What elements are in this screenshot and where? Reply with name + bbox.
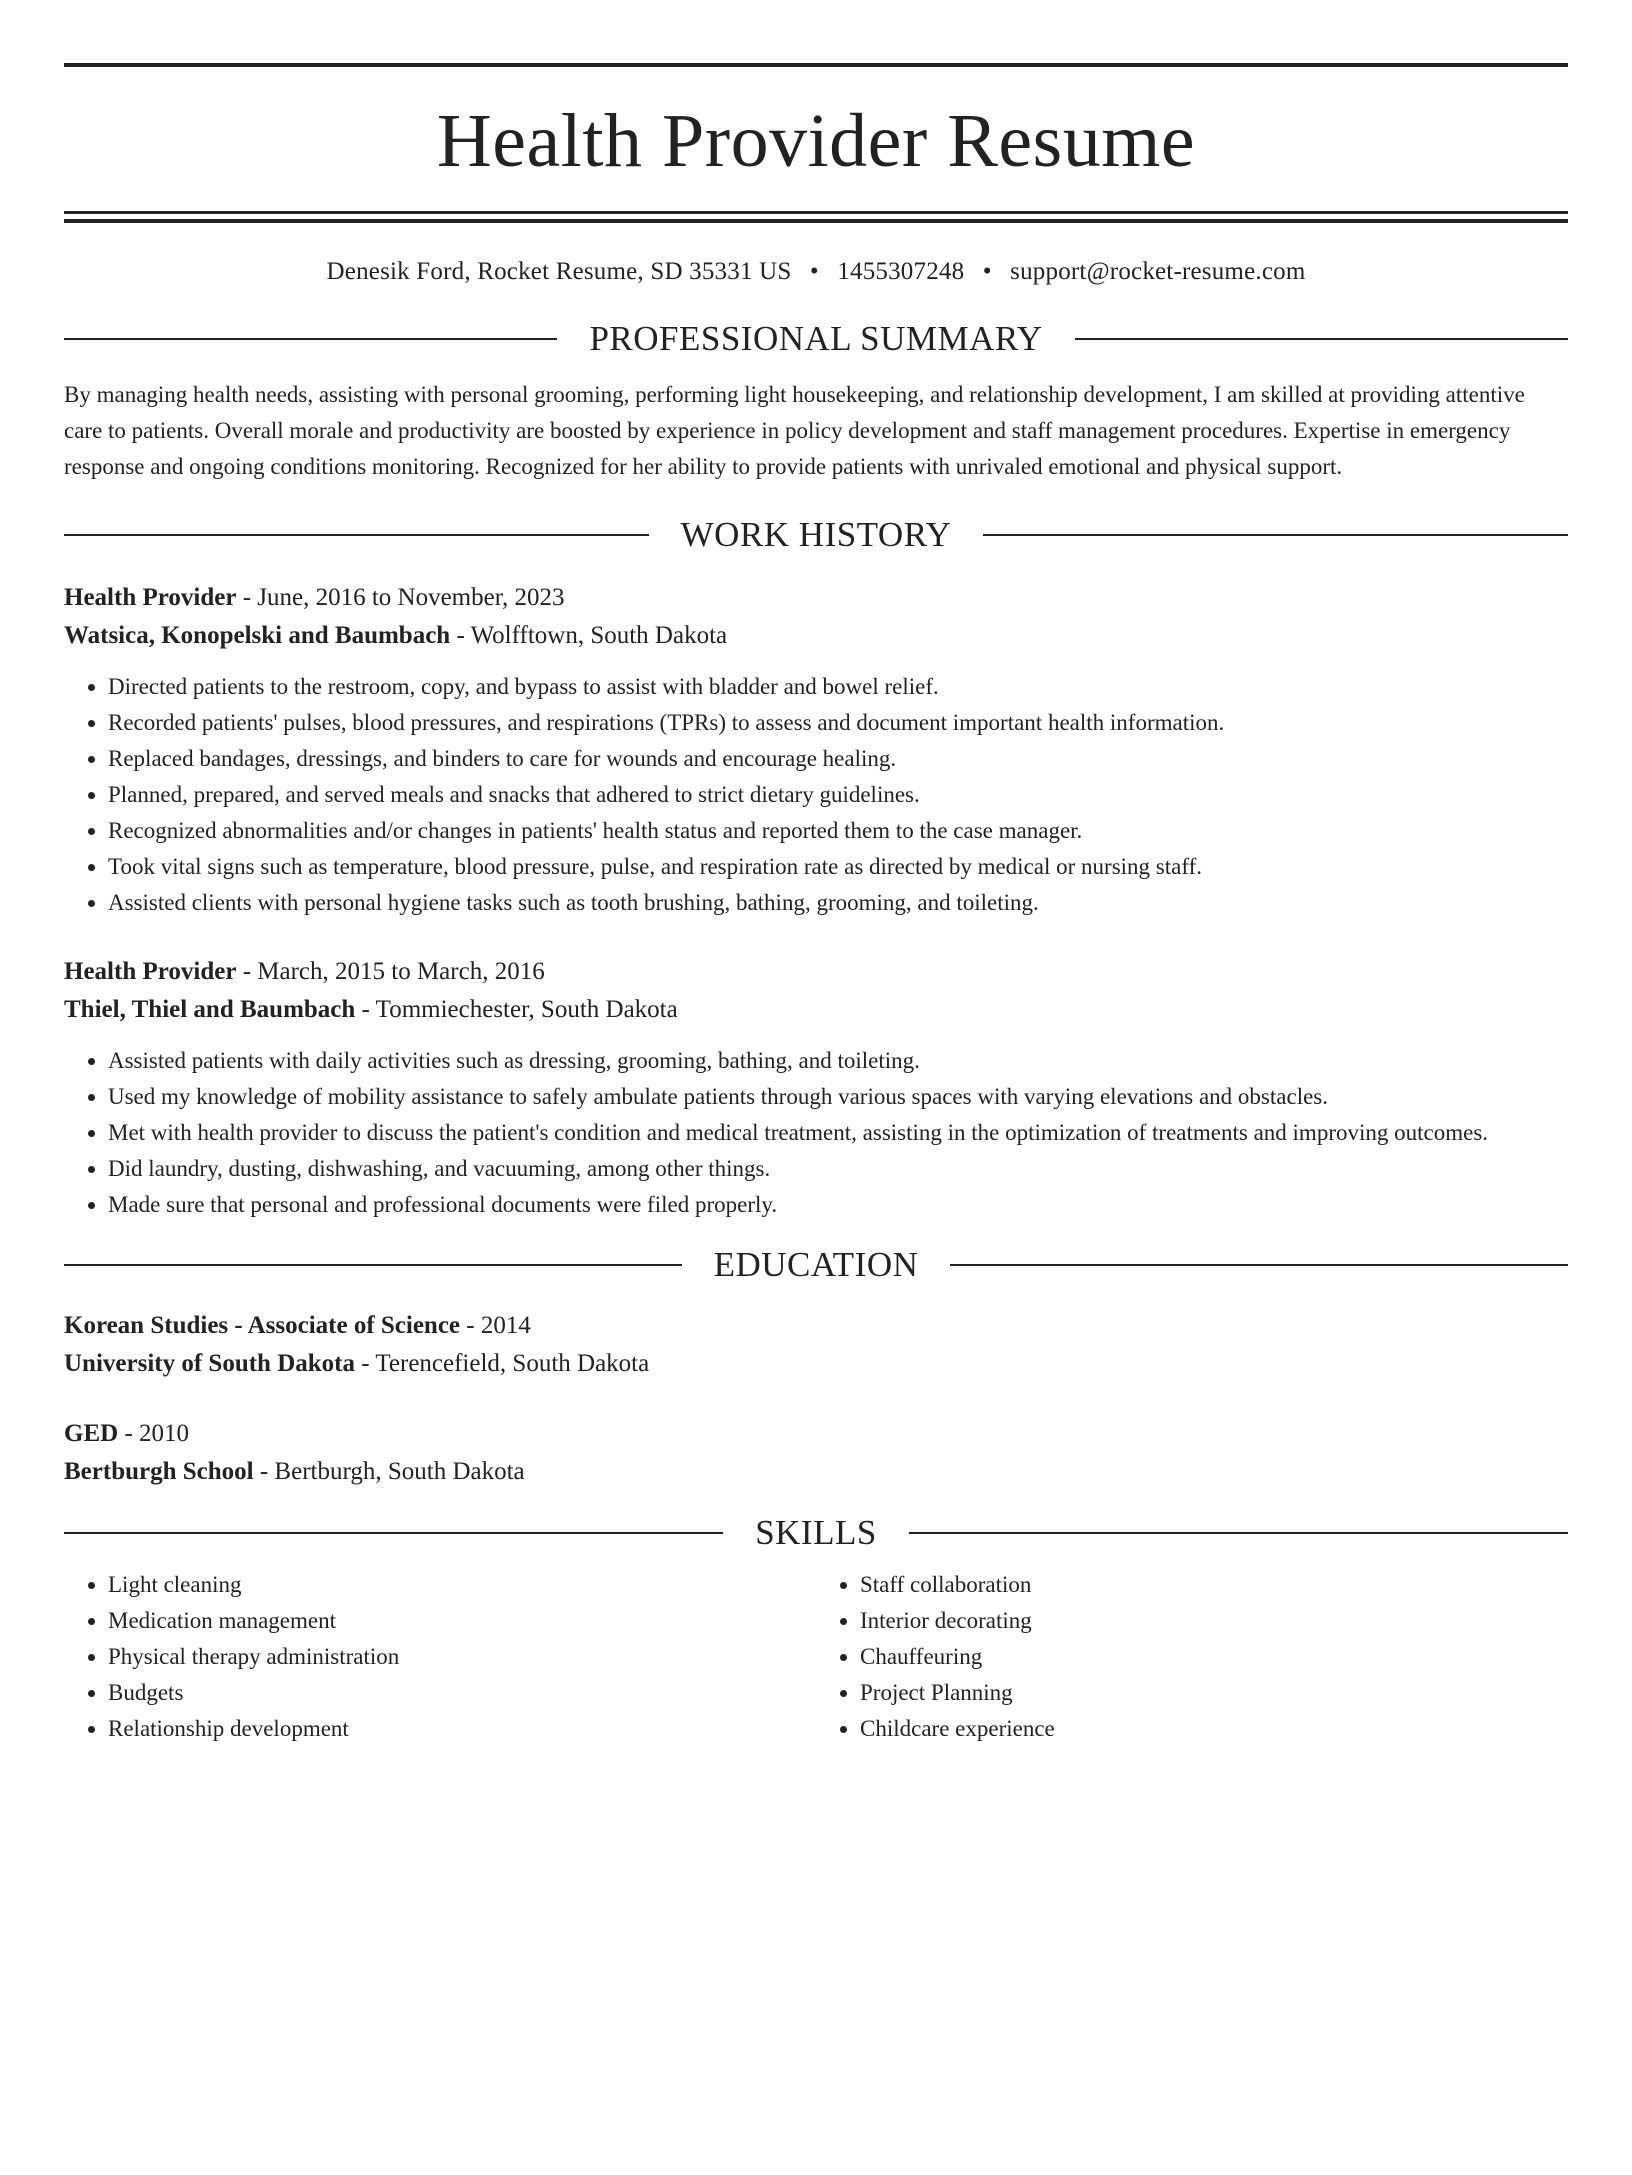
education-location: - Bertburgh, South Dakota bbox=[253, 1458, 525, 1485]
education-degree: Korean Studies - Associate of Science bbox=[64, 1312, 461, 1339]
education-school: Bertburgh School bbox=[64, 1458, 254, 1485]
job-dates: - March, 2015 to March, 2016 bbox=[236, 958, 545, 985]
education-heading-label: EDUCATION bbox=[713, 1245, 919, 1284]
job-bullet: • Planned, prepared, and served meals and snacks that adhered to strict dietary guidelines. bbox=[108, 777, 1568, 813]
job-bullet: • Assisted clients with personal hygiene tasks such as tooth brushing, bathing, grooming, and toileting. bbox=[108, 885, 1568, 921]
education-school: University of South Dakota bbox=[64, 1350, 355, 1377]
skills-heading bbox=[64, 1513, 1568, 1553]
skill-item: • Physical therapy administration bbox=[108, 1639, 816, 1675]
education-degree-line bbox=[64, 1307, 1568, 1345]
job-entry bbox=[64, 579, 1568, 921]
resume-title: Health Provider Resume bbox=[436, 99, 1196, 183]
heading-rule-right bbox=[1075, 338, 1568, 340]
education-entry bbox=[64, 1415, 1568, 1491]
heading-rule-left bbox=[64, 338, 557, 340]
job-location: - Tommiechester, South Dakota bbox=[355, 996, 678, 1023]
top-rule bbox=[64, 63, 1568, 67]
contact-phone: 1455307248 bbox=[837, 258, 965, 285]
contact-line bbox=[64, 257, 1568, 287]
job-bullet: • Met with health provider to discuss the patient's condition and medical treatment, assisting in the optimization of treatments and improving outcomes. bbox=[108, 1115, 1568, 1151]
skills-heading-label: SKILLS bbox=[755, 1513, 877, 1552]
heading-rule-left bbox=[64, 534, 649, 536]
job-bullet: • Made sure that personal and professional documents were filed properly. bbox=[108, 1187, 1568, 1223]
job-bullet: • Used my knowledge of mobility assistance to safely ambulate patients through various spaces with varying elevations and obstacles. bbox=[108, 1079, 1568, 1115]
skill-item: • Project Planning bbox=[860, 1675, 1568, 1711]
resume-page bbox=[0, 63, 1632, 2175]
job-employer-line bbox=[64, 617, 1568, 655]
education-degree-line bbox=[64, 1415, 1568, 1453]
job-bullets bbox=[64, 669, 1568, 921]
skill-item: • Interior decorating bbox=[860, 1603, 1568, 1639]
heading-rule-right bbox=[983, 534, 1568, 536]
heading-rule-right bbox=[909, 1532, 1568, 1534]
job-employer-line bbox=[64, 991, 1568, 1029]
work-history-heading-label: WORK HISTORY bbox=[680, 515, 952, 554]
title-double-rule bbox=[64, 211, 1568, 223]
skill-item: • Budgets bbox=[108, 1675, 816, 1711]
skill-item: • Chauffeuring bbox=[860, 1639, 1568, 1675]
job-title: Health Provider bbox=[64, 584, 237, 611]
education-degree: GED bbox=[64, 1420, 119, 1447]
education-location: - Terencefield, South Dakota bbox=[355, 1350, 650, 1377]
summary-heading-label: PROFESSIONAL SUMMARY bbox=[589, 319, 1043, 358]
skill-item: • Relationship development bbox=[108, 1711, 816, 1747]
education-year: - 2010 bbox=[118, 1420, 190, 1447]
job-title: Health Provider bbox=[64, 958, 237, 985]
heading-rule-right bbox=[950, 1264, 1568, 1266]
job-bullet: • Assisted patients with daily activities such as dressing, grooming, bathing, and toileting. bbox=[108, 1043, 1568, 1079]
job-location: - Wolfftown, South Dakota bbox=[450, 622, 728, 649]
education-school-line bbox=[64, 1345, 1568, 1383]
skills-list-right bbox=[816, 1567, 1568, 1747]
contact-separator: • bbox=[982, 258, 992, 285]
education-heading bbox=[64, 1245, 1568, 1285]
job-bullet: • Directed patients to the restroom, copy, and bypass to assist with bladder and bowel relief. bbox=[108, 669, 1568, 705]
heading-rule-left bbox=[64, 1532, 723, 1534]
job-title-line bbox=[64, 579, 1568, 617]
skills-columns bbox=[64, 1567, 1568, 1747]
contact-email: support@rocket-resume.com bbox=[1010, 258, 1306, 285]
work-history-heading bbox=[64, 515, 1568, 555]
job-bullet: • Recognized abnormalities and/or changes in patients' health status and reported them to the case manager. bbox=[108, 813, 1568, 849]
summary-heading bbox=[64, 319, 1568, 359]
contact-separator: • bbox=[809, 258, 819, 285]
job-title-line bbox=[64, 953, 1568, 991]
job-entry bbox=[64, 953, 1568, 1223]
education-school-line bbox=[64, 1453, 1568, 1491]
skill-item: • Medication management bbox=[108, 1603, 816, 1639]
education-entry bbox=[64, 1307, 1568, 1383]
skill-item: • Childcare experience bbox=[860, 1711, 1568, 1747]
job-dates: - June, 2016 to November, 2023 bbox=[236, 584, 565, 611]
education-year: - 2014 bbox=[460, 1312, 531, 1339]
job-bullet: • Recorded patients' pulses, blood pressures, and respirations (TPRs) to assess and document important health information. bbox=[108, 705, 1568, 741]
skill-item: • Light cleaning bbox=[108, 1567, 816, 1603]
job-bullet: • Took vital signs such as temperature, blood pressure, pulse, and respiration rate as directed by medical or nursing staff. bbox=[108, 849, 1568, 885]
heading-rule-left bbox=[64, 1264, 682, 1266]
contact-address: Denesik Ford, Rocket Resume, SD 35331 US bbox=[326, 258, 792, 285]
summary-text: By managing health needs, assisting with personal grooming, performing light housekeeping, and relationship development, I am skilled at providing attentive care to patients. Overall morale and productivity are boosted by experience in policy development and staff management procedures. Expertise in emergency response and ongoing conditions monitoring. Recognized for her ability to provide patients with unrivaled emotional and physical support. bbox=[64, 382, 1525, 479]
job-bullets bbox=[64, 1043, 1568, 1223]
job-bullet: • Replaced bandages, dressings, and binders to care for wounds and encourage healing. bbox=[108, 741, 1568, 777]
job-bullet: • Did laundry, dusting, dishwashing, and vacuuming, among other things. bbox=[108, 1151, 1568, 1187]
skill-item: • Staff collaboration bbox=[860, 1567, 1568, 1603]
skills-list-left bbox=[64, 1567, 816, 1747]
job-employer: Thiel, Thiel and Baumbach bbox=[64, 996, 356, 1023]
job-employer: Watsica, Konopelski and Baumbach bbox=[64, 622, 451, 649]
